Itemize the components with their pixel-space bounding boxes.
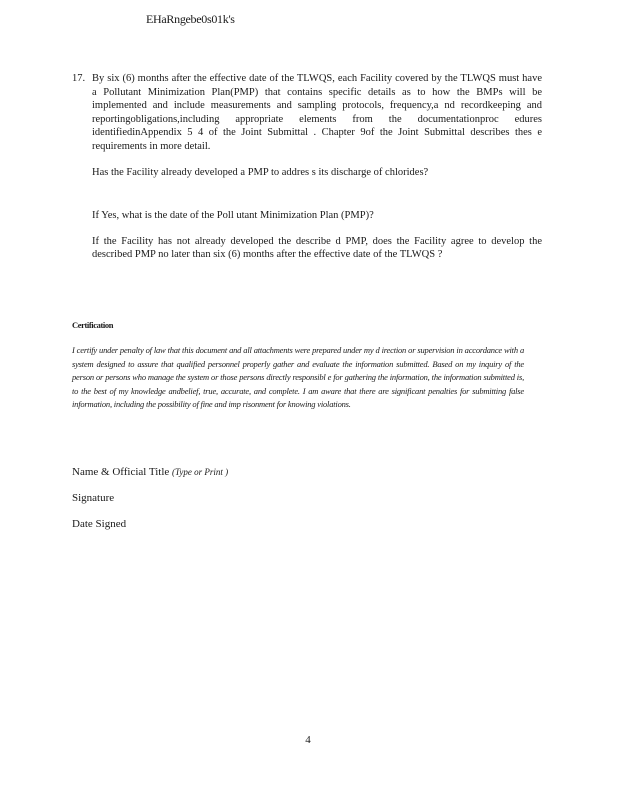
page-number: 4 — [305, 734, 311, 746]
page-header: EHaRngebe0s01k's — [146, 12, 235, 26]
signature-field — [72, 492, 114, 504]
question-pmp-developed: Has the Facility already developed a PMP to addres s its discharge of chlorides? — [92, 166, 429, 178]
name-title-field — [72, 466, 228, 478]
date-signed-field — [72, 518, 126, 530]
name-title-hint: (Type or Print ) — [172, 467, 229, 477]
question-pmp-date: If Yes, what is the date of the Poll utant Minimization Plan (PMP)? — [92, 210, 374, 222]
certification-heading: Certification — [72, 320, 114, 330]
signature-label: Signature — [72, 492, 115, 504]
question-17 — [72, 72, 542, 262]
question-number: 17. — [72, 73, 86, 84]
name-title-label: Name & Official Title — [72, 466, 170, 478]
question-pmp-agree: If the Facility has not already developed the describe d PMP, does the Facility agree to develop the described PMP no later than six (6) months after the effective date of the TLWQS ? — [92, 235, 542, 261]
date-signed-label: Date Signed — [72, 518, 127, 530]
question-body — [92, 72, 542, 262]
certification-text: I certify under penalty of law that this document and all attachments were prepared under my d irection or supervision in accordance with a system designed to assure that qualified personnel properly gather and evaluate the information submitted. Based on my inquiry of the person or persons who manage the system or those persons directly responsibl e for gathering the information, the information submitted is, to the best of my knowledge andbelief, true, accurate, and complete. I am aware that there are significant penalties for submitting false information, including the possibility of fine and imp risonment for knowing violations. — [72, 345, 524, 410]
question-paragraph: By six (6) months after the effective date of the TLWQS, each Facility covered by the TLWQS must have a Pollutant Minimization Plan(PMP) that contains specific details as to how the BMPs will be implemented and include measurements and sampling protocols, frequency,a nd recordkeeping and reportingobligations,including appropriate elements from the documentationproc edures identifiedinAppendix 5 4 of the Joint Submittal . Chapter 9of the Joint Submittal describes thes e requirements in more detail. — [92, 73, 542, 152]
